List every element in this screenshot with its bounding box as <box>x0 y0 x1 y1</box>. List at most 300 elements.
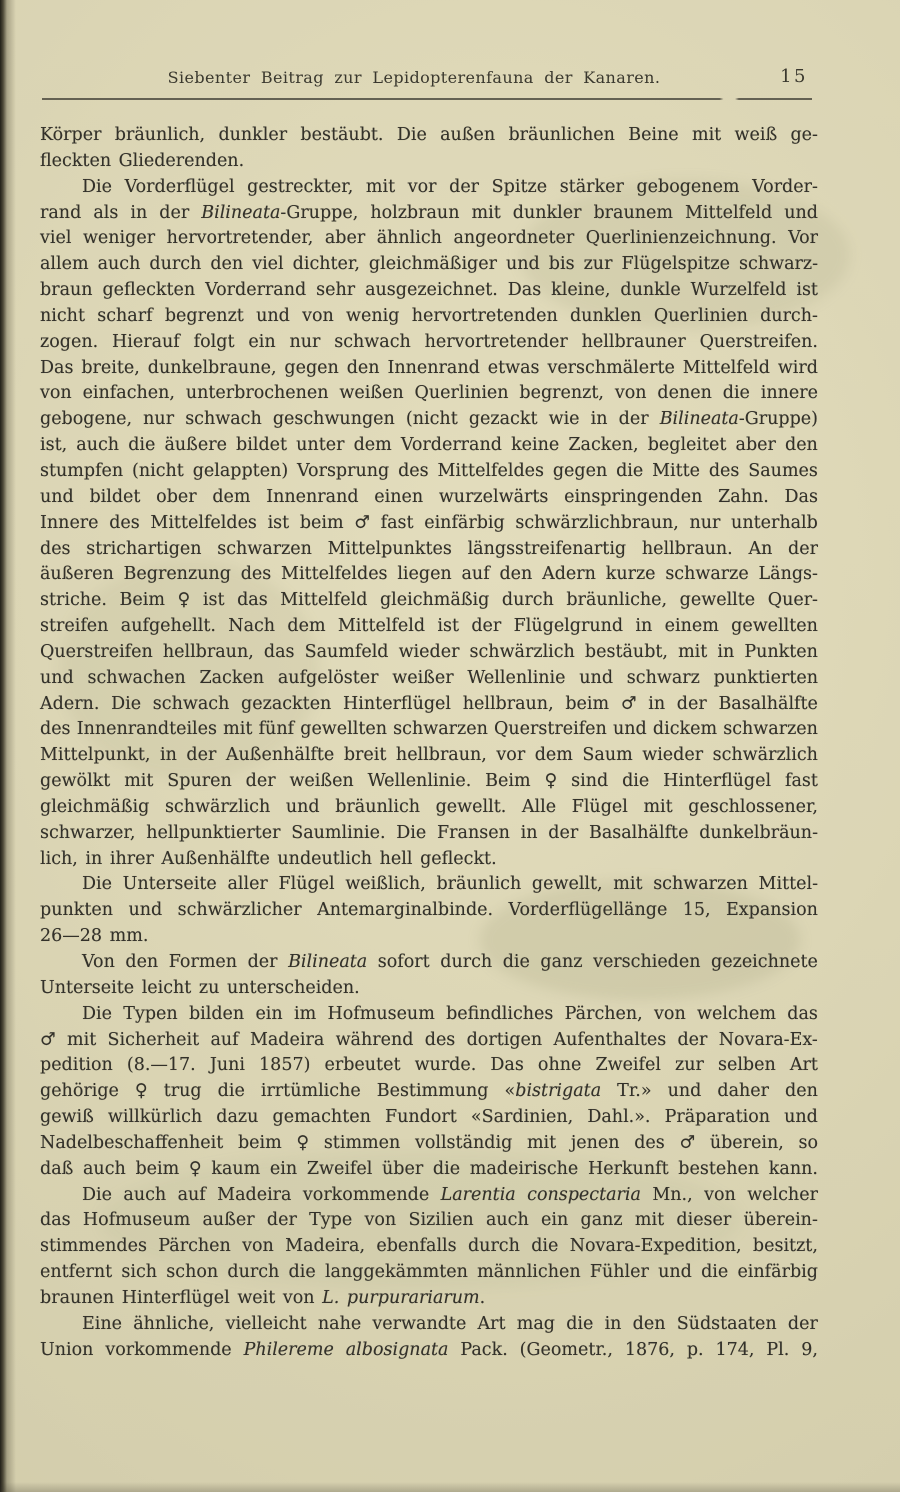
word: äußeren <box>40 564 114 585</box>
word: ♀ <box>177 590 191 611</box>
word: schwach <box>185 409 262 430</box>
word: und <box>128 900 163 921</box>
word: ist <box>437 616 460 637</box>
word: ganz <box>580 1210 623 1231</box>
word: Südstaaten <box>676 1313 777 1334</box>
word: (nicht <box>132 460 184 481</box>
word: auf <box>210 1029 239 1050</box>
word: ist <box>267 512 290 533</box>
word: p. <box>686 1339 704 1360</box>
paragraph <box>40 950 818 1002</box>
word: ist <box>202 590 225 611</box>
word: Begrenzung <box>123 564 231 585</box>
word: des <box>240 564 272 585</box>
text-line <box>40 666 818 692</box>
word: des <box>109 512 140 533</box>
word: beim <box>299 512 344 533</box>
text-line <box>82 1312 818 1338</box>
word: überein- <box>743 1210 818 1231</box>
word: der <box>449 176 480 197</box>
word: welcher <box>747 1184 818 1205</box>
running-title: Siebenter Beitrag zur Lepidopterenfauna der Kanaren. <box>167 68 661 87</box>
word: gezackt <box>468 409 538 430</box>
word: der <box>159 202 190 223</box>
word: Philereme <box>243 1339 334 1360</box>
word: viel <box>40 228 72 249</box>
word: durch <box>227 1262 280 1283</box>
word: nur <box>289 331 321 352</box>
word: wenig <box>346 305 400 326</box>
word: ♀ <box>188 1158 202 1179</box>
text-line <box>40 717 818 743</box>
word: die <box>616 460 644 481</box>
word: Basalhälfte <box>718 693 818 714</box>
word: bis <box>548 254 575 275</box>
word: weißen <box>289 771 354 792</box>
word: ein <box>248 331 276 352</box>
word: einen <box>374 486 424 507</box>
word: Bilineata <box>288 952 368 972</box>
word: Sizilien <box>408 1210 474 1231</box>
word: schwärzlich <box>164 796 271 817</box>
word: ein <box>541 1210 569 1231</box>
word: männlichen <box>477 1262 581 1283</box>
word: irrtümliche <box>260 1081 361 1102</box>
word: mit <box>643 796 673 817</box>
paragraph <box>40 872 818 950</box>
word: Wurzelfeld <box>690 280 787 301</box>
word: streifen <box>40 616 109 637</box>
word: Bilineata-Gruppe) <box>659 409 818 430</box>
word: einem <box>664 616 719 637</box>
word: Mittelfeldes <box>437 460 544 481</box>
word: die <box>531 1236 559 1257</box>
word: An <box>748 538 773 559</box>
word: auch <box>76 435 120 456</box>
word: Körper <box>40 125 102 145</box>
word: Basalhälfte <box>588 822 689 843</box>
word: Juni <box>209 1055 245 1076</box>
word: der <box>787 1313 818 1334</box>
word: auch <box>123 1184 167 1205</box>
word: Bilineata-Gruppe, <box>201 202 359 223</box>
word: dem <box>287 616 326 637</box>
text-line <box>40 769 818 795</box>
word: Hierauf <box>112 331 180 352</box>
word: weiß <box>734 125 778 145</box>
word: und <box>40 486 74 507</box>
text-line <box>40 898 818 924</box>
word: der <box>266 1210 297 1231</box>
word: die <box>622 771 650 792</box>
word: von <box>704 1184 736 1205</box>
word: scharf <box>97 305 153 326</box>
word: von <box>614 383 647 404</box>
word: kleine, <box>551 280 611 301</box>
word: schwärzlich <box>712 745 818 766</box>
word: von <box>282 1287 315 1308</box>
word: das <box>263 641 295 662</box>
word: mit <box>67 1029 97 1050</box>
word: schwach <box>334 331 411 352</box>
word: geschwungen <box>272 409 395 430</box>
word: Expansion <box>726 900 818 921</box>
word: Innenrand <box>266 486 359 507</box>
word: mit <box>634 1210 665 1231</box>
word: Zweifel <box>306 1158 373 1179</box>
text-line <box>40 1234 818 1260</box>
word: der <box>676 693 707 714</box>
word: durch <box>149 254 202 275</box>
word: einfachen, <box>82 383 175 404</box>
word: der <box>788 538 818 559</box>
word: Hinterflügel <box>121 1287 230 1308</box>
word: äußere <box>164 435 227 456</box>
word: begrenzt <box>164 305 244 326</box>
word: die <box>128 435 156 456</box>
word: hellbraun, <box>395 745 487 766</box>
word: begleitet <box>647 435 727 456</box>
word: die <box>432 1158 461 1179</box>
page-number: 15 <box>780 66 808 87</box>
word: schwarzen <box>723 719 818 740</box>
word: von <box>654 1003 686 1024</box>
word: leicht <box>141 977 192 998</box>
word: Fransen <box>437 822 510 843</box>
word: fleckten <box>40 150 112 171</box>
word: Quer- <box>767 590 818 611</box>
word: Vorderrand <box>205 280 307 301</box>
word: über <box>382 1158 424 1179</box>
word: begrenzt, <box>519 383 604 404</box>
word: gewellt. <box>435 796 507 817</box>
word: Antemarginalbinde. <box>317 900 494 921</box>
word: aufgehellt. <box>120 616 216 637</box>
word: Novara-Ex- <box>718 1029 818 1050</box>
word: durch <box>467 1236 520 1257</box>
word: beim <box>565 693 610 714</box>
word: den <box>499 564 533 585</box>
word: besitzt, <box>752 1236 818 1257</box>
word: (8.—17. <box>126 1055 196 1076</box>
word: Von <box>82 952 115 972</box>
word: auch <box>83 1158 126 1179</box>
word: in <box>635 616 653 637</box>
word: Mittelfeld <box>685 202 773 223</box>
word: weniger <box>82 228 156 249</box>
word: der <box>677 1029 708 1050</box>
word: stimmendes <box>40 1236 147 1257</box>
word: Flügelspitze <box>621 254 731 275</box>
word: sehr <box>316 280 356 301</box>
word: ohne <box>537 1055 582 1076</box>
paragraph <box>40 1002 818 1183</box>
word: den <box>785 1081 818 1102</box>
word: schwärzlichbraun, <box>515 512 679 533</box>
word: Nach <box>228 616 276 637</box>
word: pedition <box>40 1055 113 1076</box>
word: wurzelwärts <box>438 486 549 507</box>
word: in <box>85 848 103 869</box>
word: Innere <box>40 512 99 533</box>
word: den <box>632 1313 666 1334</box>
word: ein <box>269 1158 298 1179</box>
word: schwachen <box>87 667 186 688</box>
word: die <box>566 1313 594 1334</box>
page-header <box>40 66 818 92</box>
word: die <box>217 1081 245 1102</box>
word: Querstreifen. <box>699 331 818 352</box>
word: Innenrand <box>387 357 480 378</box>
word: rand <box>40 202 82 223</box>
word: das <box>787 1003 818 1024</box>
word: Aufenthaltes <box>553 1029 667 1050</box>
paragraph <box>40 123 818 175</box>
word: mm. <box>109 926 149 947</box>
word: mit <box>124 771 154 792</box>
word: des <box>40 538 71 559</box>
word: Art <box>789 1055 818 1076</box>
text-line <box>40 847 818 873</box>
word: als <box>93 202 119 223</box>
word: so <box>798 1132 818 1153</box>
word: Vorderflügellänge <box>508 900 668 921</box>
text-line <box>40 123 818 149</box>
word: geschlossener, <box>688 796 818 817</box>
word: schwarzen <box>393 719 488 740</box>
word: Die <box>396 125 427 145</box>
word: gewölkt <box>40 771 111 792</box>
word: schwarzer, <box>40 822 136 843</box>
word: außer <box>202 1210 255 1231</box>
word: jenen <box>570 1132 620 1153</box>
word: madeirische <box>469 1158 579 1179</box>
word: ihrer <box>109 848 154 869</box>
word: die <box>288 1262 316 1283</box>
paragraph <box>40 1183 818 1312</box>
word: dunkelbräun- <box>699 822 818 843</box>
word: Zacken <box>199 667 265 688</box>
word: kann. <box>768 1158 818 1179</box>
paragraph <box>40 1312 818 1364</box>
word: des <box>398 460 429 481</box>
word: in <box>717 641 735 662</box>
word: hell <box>379 848 413 869</box>
word: Beim <box>119 590 165 611</box>
word: einfärbig <box>424 512 505 533</box>
word: schwärzlich <box>469 641 575 662</box>
text-line <box>40 614 818 640</box>
word: aber <box>735 435 776 456</box>
word: Typen <box>123 1003 178 1024</box>
word: mit <box>691 125 722 145</box>
word: der <box>618 409 649 430</box>
word: Spuren <box>167 771 232 792</box>
word: weißen <box>339 383 404 404</box>
word: keine <box>511 435 560 456</box>
word: Hofmuseum <box>327 1003 435 1024</box>
word: überein, <box>709 1132 784 1153</box>
text-line <box>40 459 818 485</box>
word: Das <box>784 486 818 507</box>
text-line <box>40 201 818 227</box>
text-line <box>40 1131 818 1157</box>
text-line <box>40 1053 818 1079</box>
word: stärker <box>559 176 624 197</box>
word: ♂ <box>620 693 637 714</box>
word: Vorder- <box>752 176 818 197</box>
word: dunkle <box>620 280 681 301</box>
word: ober <box>156 486 197 507</box>
word: Unterseite <box>122 874 217 895</box>
word: gefleckt. <box>420 848 497 869</box>
word: sofort <box>377 952 430 972</box>
word: schwarzen <box>217 538 312 559</box>
word: gleichmäßiger <box>368 254 497 275</box>
word: und <box>784 202 818 223</box>
word: fünf <box>258 719 295 740</box>
word: unter <box>296 435 345 456</box>
word: das <box>237 590 268 611</box>
word: Saumlinie. <box>291 822 386 843</box>
text-line <box>40 976 818 1002</box>
word: Nadelbeschaffenheit <box>40 1132 224 1153</box>
word: in <box>160 745 177 766</box>
word: braunem <box>593 202 673 223</box>
word: Gliederenden. <box>118 150 245 171</box>
word: fast <box>784 771 818 792</box>
word: Herkunft <box>587 1158 669 1179</box>
text-line <box>40 511 818 537</box>
text-line <box>40 1157 818 1183</box>
word: unterscheiden. <box>227 977 360 998</box>
word: Union <box>40 1339 94 1360</box>
word: entfernt <box>40 1262 113 1283</box>
word: wird <box>777 357 818 378</box>
word: liegen <box>397 564 452 585</box>
word: dunklen <box>569 305 642 326</box>
word: welchem <box>697 1003 776 1024</box>
text-line <box>82 950 818 976</box>
word: Die <box>82 1003 112 1024</box>
word: den <box>346 357 380 378</box>
word: längsstreifenartig <box>467 538 627 559</box>
word: dunkler <box>512 202 582 223</box>
word: 9, <box>801 1339 818 1360</box>
word: wurde. <box>414 1055 477 1076</box>
text-line <box>40 795 818 821</box>
word: Novara-Expedition, <box>569 1236 742 1257</box>
word: Das <box>490 1055 524 1076</box>
word: Mittelfeld <box>280 590 368 611</box>
word: ganz <box>540 952 583 972</box>
word: Pack. <box>460 1339 508 1360</box>
word: Unterseite <box>40 977 135 998</box>
word: mit <box>471 202 501 223</box>
text-line <box>40 1105 818 1131</box>
word: stumpfen <box>40 460 124 481</box>
word: und <box>784 1107 818 1128</box>
word: purpurariarum. <box>346 1287 486 1308</box>
word: beim <box>135 1158 180 1179</box>
word: Querstreifen <box>494 719 607 740</box>
word: hellbrauner <box>581 331 686 352</box>
text-line <box>40 407 818 433</box>
word: vorkommende <box>302 1184 430 1205</box>
word: erbeutet <box>324 1055 401 1076</box>
word: Punkten <box>744 641 818 662</box>
word: Adern. <box>40 693 100 714</box>
word: Mittelfeld <box>682 357 770 378</box>
word: folgt <box>193 331 235 352</box>
text-line <box>40 278 818 304</box>
word: vor <box>496 745 526 766</box>
word: conspectaria <box>527 1184 641 1205</box>
word: Außenhälfte <box>225 745 335 766</box>
word: ♂ <box>679 1132 696 1153</box>
word: bildet <box>89 486 141 507</box>
word: ♀ <box>134 1081 148 1102</box>
word: Saumfeld <box>304 641 389 662</box>
word: von <box>302 305 334 326</box>
word: ein <box>255 1003 283 1024</box>
text-line <box>40 252 818 278</box>
word: «bistrigata <box>504 1081 602 1102</box>
word: der <box>186 745 217 766</box>
word: Tr.» <box>617 1081 652 1102</box>
word: und <box>506 254 540 275</box>
word: Vorsprung <box>297 460 390 481</box>
word: nur <box>689 512 721 533</box>
word: angeordneter <box>453 228 575 249</box>
word: zur <box>675 1055 704 1076</box>
word: weißlich, <box>345 874 426 895</box>
word: bestäubt, <box>584 641 668 662</box>
word: Beine <box>628 125 679 145</box>
word: wieder <box>398 641 460 662</box>
word: breit <box>343 745 387 766</box>
word: Vorderflügel <box>124 176 235 197</box>
word: und <box>40 667 74 688</box>
word: Pärchen, <box>564 1003 643 1024</box>
text-line <box>40 226 818 252</box>
text-line <box>40 149 818 175</box>
word: Längs- <box>758 564 818 585</box>
word: die <box>502 952 530 972</box>
word: Mn., <box>652 1184 693 1205</box>
word: mit <box>526 1132 557 1153</box>
word: dem <box>534 745 573 766</box>
word: striche. <box>40 590 107 611</box>
word: gewellten <box>300 719 387 740</box>
word: kurze <box>605 564 656 585</box>
text-line <box>40 356 818 382</box>
word: der <box>245 771 276 792</box>
word: dunkler <box>218 125 288 145</box>
word: schon <box>166 1262 219 1283</box>
word: Querlinien <box>414 383 509 404</box>
word: Spitze <box>491 176 548 197</box>
word: verwandte <box>372 1313 467 1334</box>
word: gezackten <box>241 693 332 714</box>
word: dem <box>212 486 251 507</box>
word: und <box>612 719 647 740</box>
word: Sicherheit <box>107 1029 200 1050</box>
word: selben <box>717 1055 776 1076</box>
text-line <box>40 537 818 563</box>
text-line <box>82 872 818 898</box>
word: etwas <box>487 357 540 378</box>
